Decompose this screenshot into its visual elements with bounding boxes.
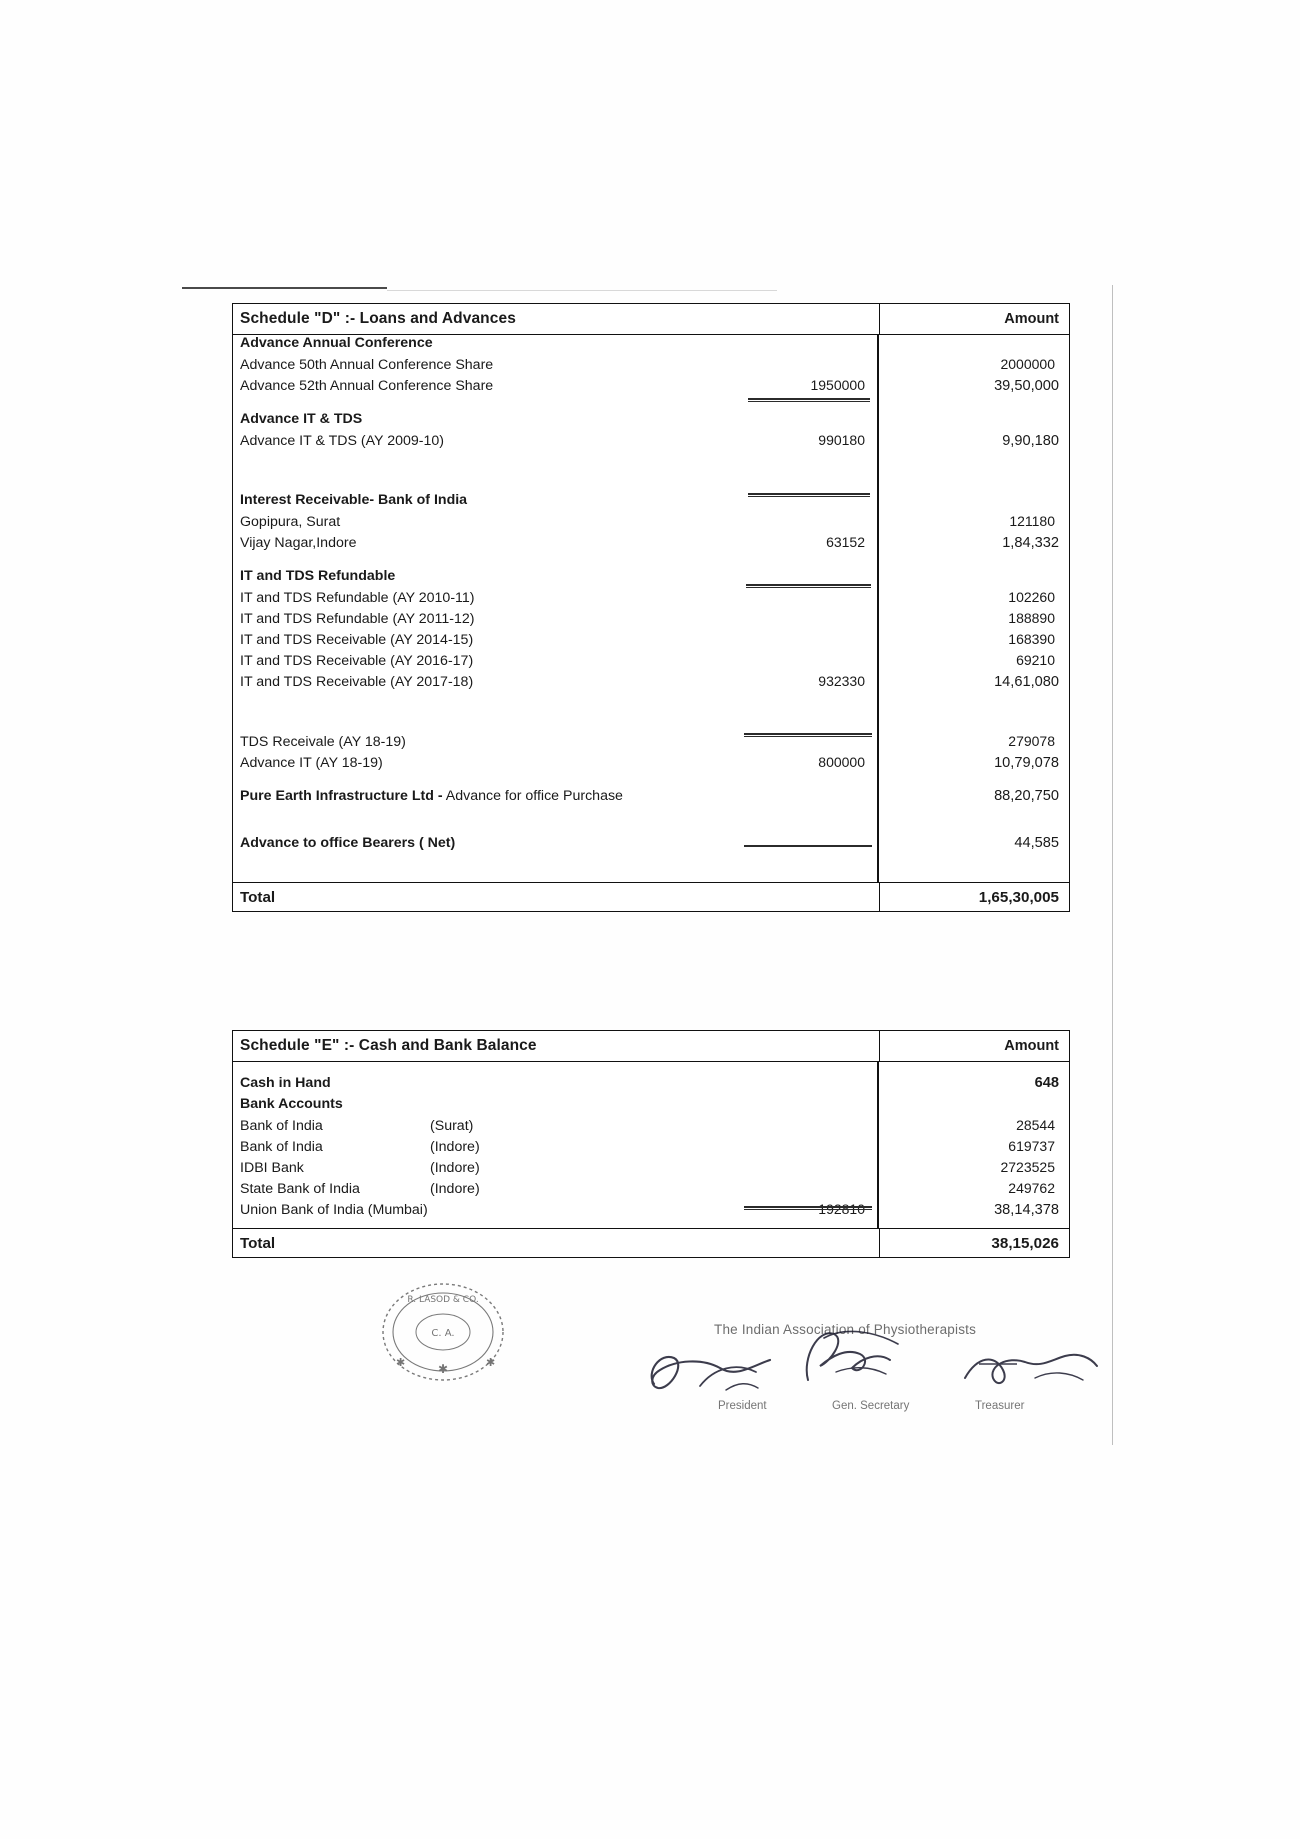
group-heading-label: Advance Annual Conference: [240, 335, 433, 351]
table-row: [233, 1117, 1069, 1138]
schedule-d-column-divider: [877, 335, 879, 882]
gen-secretary-signature: [790, 1318, 930, 1398]
bank-name: Bank of India: [240, 1139, 323, 1155]
table-row: [233, 1201, 1069, 1222]
bank-branch: (Indore): [430, 1139, 480, 1155]
scan-edge-line: [1112, 285, 1113, 1445]
spacer: [233, 479, 1069, 492]
row-value: 28544: [1016, 1117, 1055, 1133]
schedule-e-title: Schedule "E" :- Cash and Bank Balance: [240, 1037, 537, 1054]
table-row: [233, 754, 1069, 775]
total-label: Total: [240, 888, 276, 906]
svg-text:R. LASOD & CO.: R. LASOD & CO.: [407, 1295, 479, 1305]
subtotal-rule: [744, 1206, 872, 1208]
table-row: [233, 513, 1069, 534]
row-label: [233, 1160, 889, 1176]
row-value: 249762: [1008, 1180, 1055, 1196]
row-label: IT and TDS Receivable (AY 2014-15): [240, 632, 474, 648]
group-total: 10,79,078: [994, 755, 1059, 771]
row-label: Advance IT (AY 18-19): [240, 755, 383, 771]
row-label: Advance 52th Annual Conference Share: [240, 378, 494, 394]
table-row: [233, 835, 1069, 856]
svg-text:C. A.: C. A.: [431, 1328, 455, 1339]
row-label: Advance 50th Annual Conference Share: [240, 357, 494, 373]
bank-branch: (Surat): [430, 1118, 474, 1134]
row-value: 2723525: [1000, 1159, 1055, 1175]
table-row: [233, 1075, 1069, 1096]
table-row: [233, 733, 1069, 754]
row-value: 619737: [1008, 1138, 1055, 1154]
schedule-e-header: [233, 1031, 1069, 1062]
table-row: [233, 631, 1069, 652]
row-total: 88,20,750: [994, 788, 1059, 804]
group-heading: [233, 568, 1069, 589]
table-row: [233, 534, 1069, 555]
bank-branch: (Indore): [430, 1160, 480, 1176]
row-label: [233, 1181, 889, 1197]
bank-name: Union Bank of India (Mumbai): [240, 1202, 428, 1218]
row-value: 279078: [1008, 733, 1055, 749]
row-value: 63152: [826, 534, 865, 550]
table-row: [233, 652, 1069, 673]
row-value: 121180: [1009, 513, 1055, 529]
subtotal-rule: [748, 398, 870, 400]
subtotal-rule: [746, 584, 871, 586]
schedule-e-column-divider: [877, 1062, 879, 1228]
row-value: 168390: [1008, 631, 1055, 647]
president-caption: President: [718, 1400, 767, 1412]
group-heading-label: Interest Receivable- Bank of India: [240, 492, 468, 508]
treasurer-signature: [955, 1330, 1105, 1400]
row-value: 800000: [818, 754, 865, 770]
table-row: [233, 377, 1069, 398]
schedule-e-amount-header: Amount: [879, 1031, 1069, 1061]
svg-text:✱: ✱: [437, 1362, 449, 1376]
bank-name: Bank of India: [240, 1118, 323, 1134]
schedule-d-total-row: [233, 882, 1069, 911]
row-value: 102260: [1008, 589, 1055, 605]
spacer: [233, 555, 1069, 568]
row-value: 69210: [1016, 652, 1055, 668]
row-label: Advance to office Bearers ( Net): [240, 835, 456, 851]
table-row: [233, 610, 1069, 631]
spacer: [233, 398, 1069, 411]
table-row: [233, 1180, 1069, 1201]
association-name: The Indian Association of Physiotherapists: [714, 1322, 977, 1337]
bank-branch: (Indore): [430, 1181, 480, 1197]
row-label: [233, 1202, 699, 1218]
table-row: [233, 432, 1069, 453]
row-label: IT and TDS Refundable (AY 2011-12): [240, 611, 475, 627]
schedule-d-title: Schedule "D" :- Loans and Advances: [240, 310, 516, 327]
row-value: 1950000: [810, 377, 865, 393]
group-heading: [233, 492, 1069, 513]
group-total: 9,90,180: [1002, 433, 1059, 449]
gen-secretary-caption: Gen. Secretary: [832, 1400, 910, 1412]
schedule-e-total-row: [233, 1228, 1069, 1257]
treasurer-caption: Treasurer: [975, 1400, 1025, 1412]
row-label: [233, 1118, 889, 1134]
row-label-rest: Advance for office Purchase: [442, 788, 623, 804]
schedule-d-body: [233, 335, 1069, 882]
row-label: IT and TDS Refundable (AY 2010-11): [240, 590, 475, 606]
row-label: Cash in Hand: [240, 1075, 331, 1091]
top-rule-right: [387, 290, 777, 291]
group-heading: [233, 411, 1069, 432]
row-label: Vijay Nagar,Indore: [240, 535, 357, 551]
spacer: [233, 775, 1069, 788]
table-row: [233, 589, 1069, 610]
row-total: 648: [1034, 1075, 1059, 1091]
schedule-d-table: [232, 303, 1070, 912]
row-label: [233, 1139, 889, 1155]
row-label: Gopipura, Surat: [240, 514, 341, 530]
group-heading-label: IT and TDS Refundable: [240, 568, 396, 584]
row-value: 2000000: [1000, 356, 1055, 372]
schedule-d-amount-header: Amount: [879, 304, 1069, 334]
row-label: [233, 788, 879, 804]
spacer: [233, 809, 1069, 822]
row-total: 44,585: [1014, 835, 1059, 851]
table-row: [233, 673, 1069, 694]
total-label: Total: [240, 1234, 276, 1252]
spacer: [233, 694, 1069, 720]
group-heading-label: Advance IT & TDS: [240, 411, 363, 427]
spacer: [233, 822, 1069, 835]
bank-name: State Bank of India: [240, 1181, 360, 1197]
auditor-stamp: [378, 1278, 508, 1386]
total-value: 1,65,30,005: [879, 883, 1069, 911]
svg-text:✱: ✱: [486, 1356, 496, 1369]
row-label: Advance IT & TDS (AY 2009-10): [240, 433, 444, 449]
table-row: [233, 788, 1069, 809]
row-value: 188890: [1008, 610, 1055, 626]
bank-name: IDBI Bank: [240, 1160, 304, 1176]
row-value: 932330: [818, 673, 865, 689]
table-row: [233, 1159, 1069, 1180]
table-row: [233, 1138, 1069, 1159]
spacer: [233, 1062, 1069, 1075]
row-label: IT and TDS Receivable (AY 2016-17): [240, 653, 474, 669]
svg-text:✱: ✱: [396, 1356, 406, 1369]
spacer: [233, 453, 1069, 479]
group-heading: [233, 1096, 1069, 1117]
row-value: 990180: [818, 432, 865, 448]
table-row: [233, 356, 1069, 377]
schedule-e-table: [232, 1030, 1070, 1258]
subtotal-rule: [748, 493, 870, 495]
group-heading: [233, 335, 1069, 356]
spacer: [233, 720, 1069, 733]
group-heading-label: Bank Accounts: [240, 1096, 343, 1112]
row-label: IT and TDS Receivable (AY 2017-18): [240, 674, 474, 690]
banks-total: 38,14,378: [994, 1202, 1059, 1218]
subtotal-rule: [744, 845, 872, 847]
group-total: 39,50,000: [994, 378, 1059, 394]
total-value: 38,15,026: [879, 1229, 1069, 1257]
row-label-bold: Pure Earth Infrastructure Ltd -: [240, 788, 443, 804]
group-total: 14,61,080: [994, 674, 1059, 690]
spacer: [233, 856, 1069, 882]
top-rule-left: [182, 287, 387, 289]
row-label: TDS Receivale (AY 18-19): [240, 734, 406, 750]
group-total: 1,84,332: [1002, 535, 1059, 551]
schedule-d-header: [233, 304, 1069, 335]
subtotal-rule: [744, 733, 872, 735]
schedule-e-body: [233, 1062, 1069, 1228]
